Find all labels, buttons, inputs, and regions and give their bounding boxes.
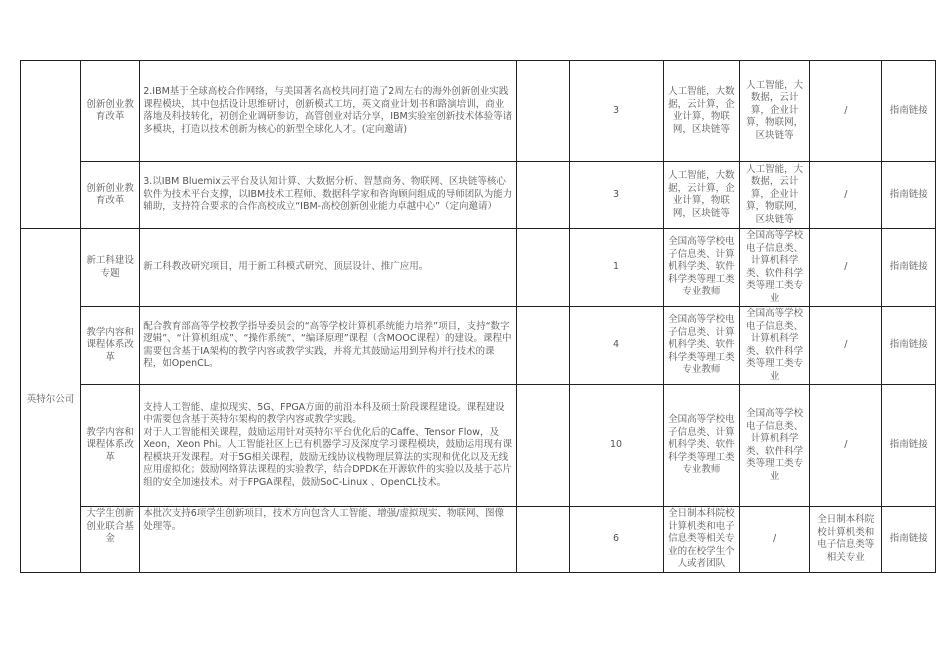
- content-cell: 支持人工智能、虚拟现实、5G、FPGA方面的前沿本科及硕士阶段课程建设。课程建设中需要包含基于英特尔架构的教学内容或教学实践。 对于人工智能相关课程，鼓励运用针对英特尔平台优化后的Caffe、Tensor Flow，及Xeon，Xeon Phi。人工智能社区上已有机器学习及深度学习课程模块，鼓励运用现有课程模块开发课程。对于5G相关课程，鼓励无线协议栈物理层算法的实现和优化以及无线应用虚拟化；鼓励网络算法课程的实验教学，结合DPDK在开源软件的实验以及基于芯片组的安全加速技术。对于FPGA课程，鼓励SoC-Linux 、OpenCL技术。: [140, 385, 516, 507]
- content-cell: 2.IBM基于全球高校合作网络，与美国著名高校共同打造了2周左右的海外创新创业实践课程模块，其中包括设计思维研讨，创新模式工坊，英文商业计划书和路演培训，商业落地及科技转化，初创企业调研参访，高管创业对话分享，IBM实验室创新技术体验等诸多模块，打造以技术创新为核心的新型全球化人才。(定向邀请): [140, 61, 516, 162]
- other-cell: 全日制本科院校计算机类和电子信息类等相关专业: [810, 507, 882, 573]
- category-cell: 教学内容和课程体系改革: [81, 307, 140, 385]
- blank-cell: [516, 162, 569, 229]
- table-row: [21, 61, 936, 162]
- count-cell: 3: [569, 61, 663, 162]
- category-cell: 新工科建设专题: [81, 229, 140, 307]
- content-cell: 本批次支持6项学生创新项目，技术方向包含人工智能、增强/虚拟现实、物联网、图像处理等。: [140, 507, 516, 573]
- other-cell: /: [810, 385, 882, 507]
- target-cell: 全国高等学校电子信息类、计算机科学类、软件科学类等理工类专业: [740, 307, 810, 385]
- direction-cell: 人工智能，大数据，云计算，企业计算，物联网，区块链等: [663, 61, 740, 162]
- blank-cell: [516, 307, 569, 385]
- count-cell: 10: [569, 385, 663, 507]
- category-cell: 创新创业教育改革: [81, 61, 140, 162]
- guide-link[interactable]: 指南链接: [882, 307, 936, 385]
- other-cell: /: [810, 162, 882, 229]
- count-cell: 1: [569, 229, 663, 307]
- blank-cell: [516, 229, 569, 307]
- category-cell: 教学内容和课程体系改革: [81, 385, 140, 507]
- target-cell: 人工智能，大数据，云计算，企业计算，物联网，区块链等: [740, 61, 810, 162]
- target-cell: 全国高等学校电子信息类、计算机科学类、软件科学类等理工类专业: [740, 385, 810, 507]
- direction-cell: 全国高等学校电子信息类、计算机科学类、软件科学类等理工类专业教师: [663, 307, 740, 385]
- table-row: [21, 507, 936, 573]
- other-cell: /: [810, 229, 882, 307]
- guide-link[interactable]: 指南链接: [882, 229, 936, 307]
- content-cell: 配合教育部高等学校教学指导委员会的“高等学校计算机系统能力培养”项目，支持“数字逻辑”、“计算机组成”、“操作系统”、“编译原理”课程（含MOOC课程）的建设。课程中需要包含基于IA架构的教学内容或教学实践，并将尤其鼓励运用到异构并行技术的课程，如OpenCL。: [140, 307, 516, 385]
- target-cell: 全国高等学校电子信息类、计算机科学类、软件科学类等理工类专业: [740, 229, 810, 307]
- category-cell: 创新创业教育改革: [81, 162, 140, 229]
- table-row: [21, 162, 936, 229]
- direction-cell: 全国高等学校电子信息类、计算机科学类、软件科学类等理工类专业教师: [663, 229, 740, 307]
- content-cell: 3.以IBM Bluemix云平台及认知计算、大数据分析、智慧商务、物联网、区块链等核心软件为技术平台支撑，以IBM技术工程师、数据科学家和咨询顾问组成的导师团队为能力辅助，支持符合要求的合作高校成立“IBM-高校创新创业能力卓越中心”（定向邀请）: [140, 162, 516, 229]
- table-row: [21, 307, 936, 385]
- guide-link[interactable]: 指南链接: [882, 61, 936, 162]
- blank-cell: [516, 61, 569, 162]
- other-cell: /: [810, 307, 882, 385]
- blank-company-cell: [21, 61, 81, 229]
- content-cell: 新工科教改研究项目，用于新工科模式研究、顶层设计、推广应用。: [140, 229, 516, 307]
- table-row: [21, 385, 936, 507]
- direction-cell: 全日制本科院校计算机类和电子信息类等相关专业的在校学生个人或者团队: [663, 507, 740, 573]
- company-cell: 英特尔公司: [21, 229, 81, 573]
- count-cell: 6: [569, 507, 663, 573]
- other-cell: /: [810, 61, 882, 162]
- target-cell: 人工智能，大数据，云计算，企业计算，物联网，区块链等: [740, 162, 810, 229]
- blank-cell: [516, 507, 569, 573]
- blank-cell: [516, 385, 569, 507]
- direction-cell: 人工智能，大数据，云计算，企业计算，物联网，区块链等: [663, 162, 740, 229]
- target-cell: /: [740, 507, 810, 573]
- guide-link[interactable]: 指南链接: [882, 385, 936, 507]
- table-row: [21, 229, 936, 307]
- guide-link[interactable]: 指南链接: [882, 162, 936, 229]
- category-cell: 大学生创新创业联合基金: [81, 507, 140, 573]
- guide-link[interactable]: 指南链接: [882, 507, 936, 573]
- count-cell: 4: [569, 307, 663, 385]
- count-cell: 3: [569, 162, 663, 229]
- direction-cell: 全国高等学校电子信息类、计算机科学类、软件科学类等理工类专业教师: [663, 385, 740, 507]
- project-table: [20, 60, 936, 573]
